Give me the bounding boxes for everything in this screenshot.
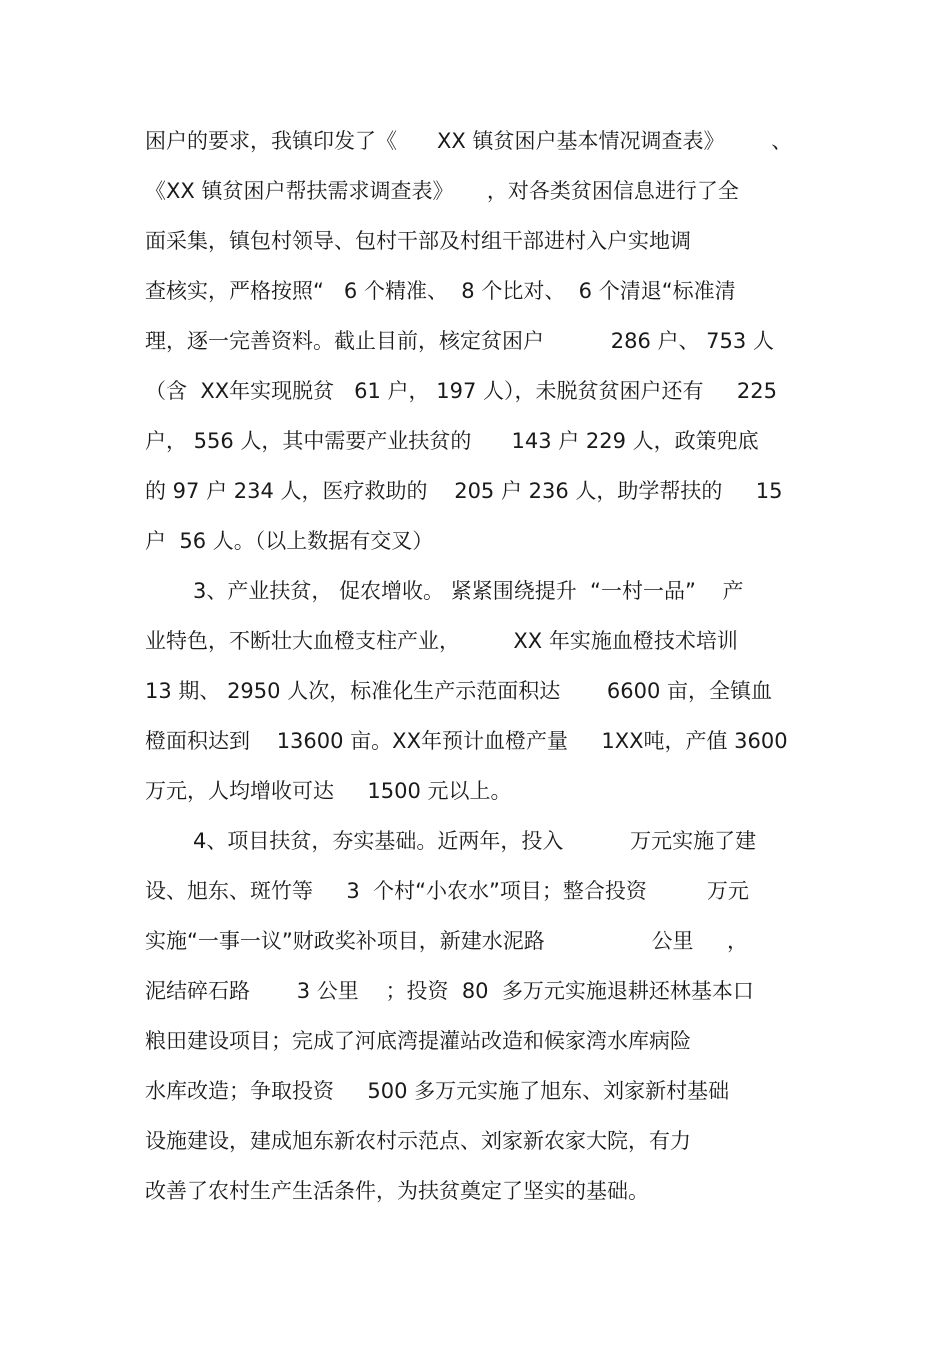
document-body: [145, 116, 825, 1216]
text-line: 水库改造；争取投资 500 多万元实施了旭东、刘家新村基础: [145, 1079, 730, 1103]
text-line: 13 期、 2950 人次，标准化生产示范面积达 6600 亩，全镇血: [145, 679, 773, 703]
paragraph-heading-line: 4、项目扶贫，夯实基础。近两年，投入 万元实施了建: [193, 829, 757, 853]
text-line: 改善了农村生产生活条件，为扶贫奠定了坚实的基础。: [145, 1179, 649, 1203]
text-line: 《XX 镇贫困户帮扶需求调查表》 ，对各类贫困信息进行了全: [145, 179, 739, 203]
text-line: 户， 556 人，其中需要产业扶贫的 143 户 229 人，政策兜底: [145, 429, 759, 453]
text-line: 面采集，镇包村领导、包村干部及村组干部进村入户实地调: [145, 229, 691, 253]
text-line: 设、旭东、斑竹等 3 个村“小农水”项目；整合投资 万元: [145, 879, 749, 903]
text-line: 实施“一事一议”财政奖补项目，新建水泥路 公里 ，: [145, 929, 748, 953]
text-line: 的 97 户 234 人，医疗救助的 205 户 236 人，助学帮扶的 15: [145, 479, 783, 503]
text-line: 万元，人均增收可达 1500 元以上。: [145, 779, 512, 803]
text-line: 泥结碎石路 3 公里 ；投资 80 多万元实施退耕还林基本口: [145, 979, 754, 1003]
paragraph-heading-line: 3、产业扶贫， 促农增收。 紧紧围绕提升 “一村一品” 产: [193, 579, 744, 603]
text-line: 橙面积达到 13600 亩。XX年预计血橙产量 1XX吨，产值 3600: [145, 729, 788, 753]
text-line: 理，逐一完善资料。截止目前，核定贫困户 286 户、 753 人: [145, 329, 774, 353]
text-line: 户 56 人。（以上数据有交叉）: [145, 529, 434, 553]
text-line: 查核实，严格按照“ 6 个精准、 8 个比对、 6 个清退“标准清: [145, 279, 736, 303]
text-line: 粮田建设项目；完成了河底湾提灌站改造和候家湾水库病险: [145, 1029, 691, 1053]
text-line: （含 XX年实现脱贫 61 户， 197 人），未脱贫贫困户还有 225: [145, 379, 777, 403]
text-line: 业特色，不断壮大血橙支柱产业， XX 年实施血橙技术培训: [145, 629, 738, 653]
text-line: 困户的要求，我镇印发了《 XX 镇贫困户基本情况调查表》 、: [145, 129, 793, 153]
text-line: 设施建设，建成旭东新农村示范点、刘家新农家大院，有力: [145, 1129, 691, 1153]
